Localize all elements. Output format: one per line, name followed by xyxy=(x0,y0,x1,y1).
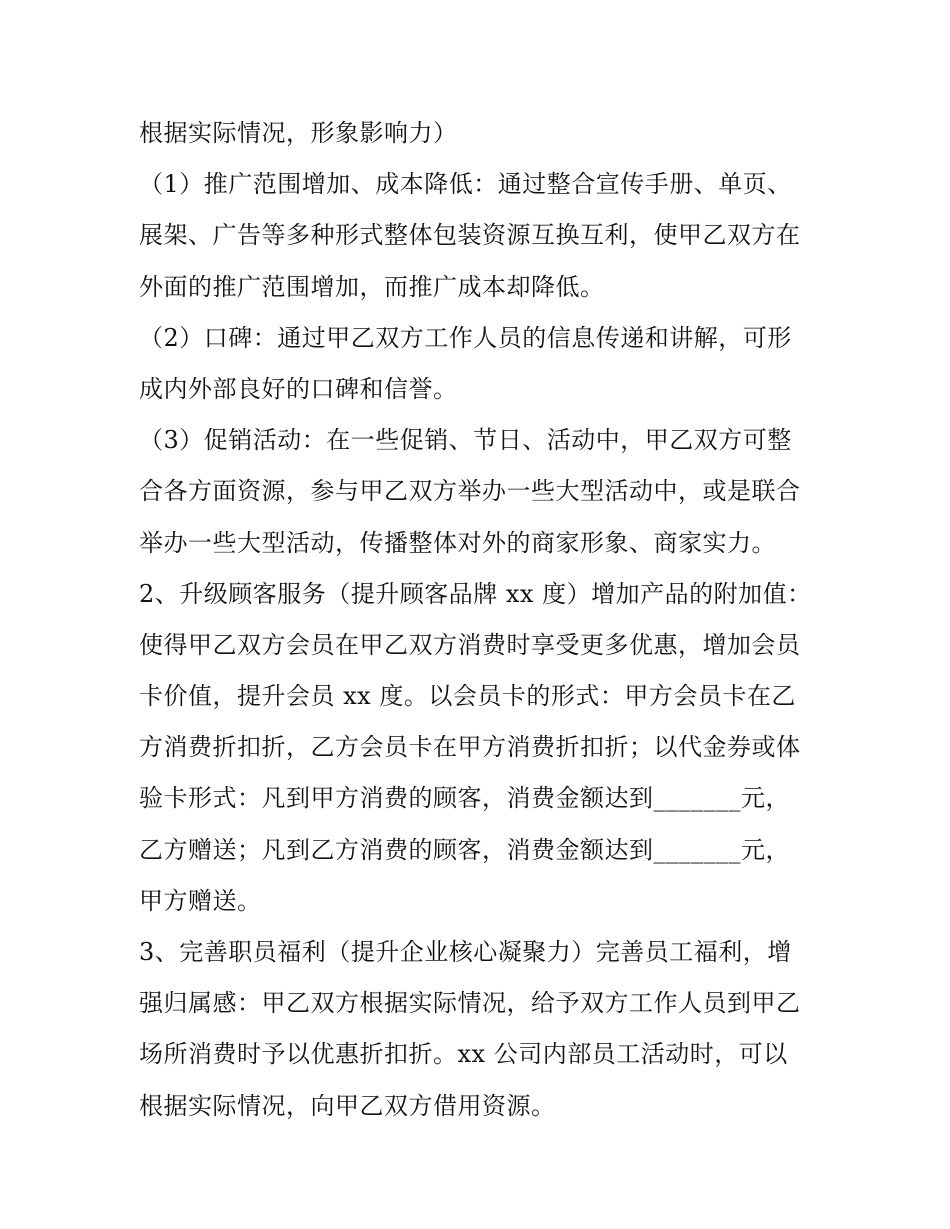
text-line: 卡价值，提升会员 xx 度。以会员卡的形式：甲方会员卡在乙 xyxy=(139,682,796,711)
document-body xyxy=(139,108,829,1132)
text-line: 场所消费时予以优惠折扣折。xx 公司内部员工活动时，可以 xyxy=(139,1040,788,1069)
text-line: 甲方赠送。 xyxy=(139,886,262,915)
text-line: 根据实际情况，形象影响力） xyxy=(139,119,458,147)
text-line: 强归属感：甲乙双方根据实际情况，给予双方工作人员到甲乙 xyxy=(139,989,801,1018)
text-line: 乙方赠送；凡到乙方消费的顾客，消费金额达到_______元， xyxy=(139,835,790,864)
text-line: 成内外部良好的口碑和信誉。 xyxy=(139,374,458,403)
text-line: 展架、广告等多种形式整体包装资源互换互利，使甲乙双方在 xyxy=(139,221,801,250)
text-line: 验卡形式：凡到甲方消费的顾客，消费金额达到_______元， xyxy=(139,784,790,813)
text-line: （1）推广范围增加、成本降低：通过整合宣传手册、单页、 xyxy=(139,170,792,199)
text-line: 根据实际情况，向甲乙双方借用资源。 xyxy=(139,1091,556,1120)
text-line: （3）促销活动：在一些促销、节日、活动中，甲乙双方可整 xyxy=(139,426,792,455)
text-line: 2、升级顾客服务（提升顾客品牌 xx 度）增加产品的附加值： xyxy=(139,579,812,608)
text-line: 方消费折扣折，乙方会员卡在甲方消费折扣折；以代金券或体 xyxy=(139,733,801,762)
text-line: 外面的推广范围增加，而推广成本却降低。 xyxy=(139,272,605,301)
text-line: 3、完善职员福利（提升企业核心凝聚力）完善员工福利，增 xyxy=(139,938,792,966)
text-line: 合各方面资源，参与甲乙双方举办一些大型活动中，或是联合 xyxy=(139,477,801,506)
text-line: 使得甲乙双方会员在甲乙双方消费时享受更多优惠，增加会员 xyxy=(139,630,801,659)
text-line: 举办一些大型活动，传播整体对外的商家形象、商家实力。 xyxy=(139,528,776,557)
text-line: （2）口碑：通过甲乙双方工作人员的信息传递和讲解，可形 xyxy=(139,323,792,352)
